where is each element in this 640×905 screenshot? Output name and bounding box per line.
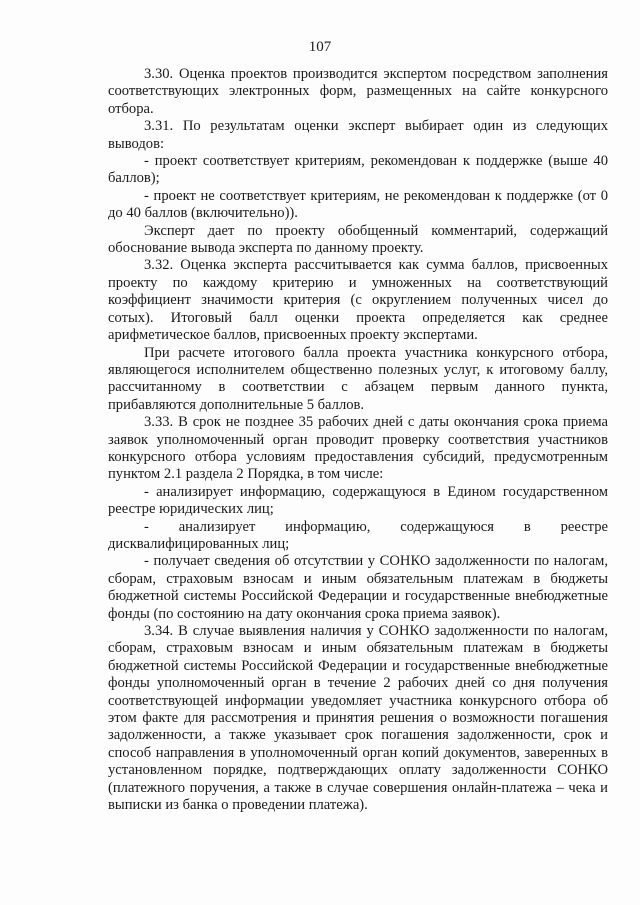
document-body bbox=[108, 66, 608, 814]
paragraph-3-30: 3.30. Оценка проектов производится экспертом посредством заполнения соответствующих электронных форм, размещенных на сайте конкурсного отбора. bbox=[108, 66, 608, 117]
list-item-recommended: - проект соответствует критериям, рекомендован к поддержке (выше 40 баллов); bbox=[108, 153, 608, 187]
list-item-debt-info: - получает сведения об отсутствии у СОНКО задолженности по налогам, сборам, страховым взносам и иным обязательным платежам в бюджеты бюджетной системы Российской Федерации и государственные внебюджетные фонды (по состоянию на дату окончания срока приема заявок). bbox=[108, 553, 608, 622]
paragraph-bonus-points: При расчете итогового балла проекта участника конкурсного отбора, являющегося исполнителем общественно полезных услуг, к итоговому баллу, рассчитанному в соответствии с абзацем первым данного пункта, прибавляются дополнительные 5 баллов. bbox=[108, 344, 608, 413]
paragraph-3-32: 3.32. Оценка эксперта рассчитывается как сумма баллов, присвоенных проекту по каждому критерию и умноженных на соответствующий коэффициент значимости критерия (с округлением полученных чисел до сотых). Итоговый балл оценки проекта определяется как среднее арифметическое баллов, присвоенных проекту экспертами. bbox=[108, 257, 608, 344]
paragraph-3-34: 3.34. В случае выявления наличия у СОНКО задолженности по налогам, сборам, страховым взносам и иным обязательным платежам в бюджеты бюджетной системы Российской Федерации и государственные внебюджетные фонды уполномоченный орган в течение 2 рабочих дней со дня получения соответствующей информации уведомляет участника конкурсного отбора об этом факте для рассмотрения и принятия решения о возможности погашения задолженности, а также указывает срок погашения задолженности, срок и способ направления в уполномоченный орган копий документов, заверенных в установленном порядке, подтверждающих оплату задолженности СОНКО (платежного поручения, а также в случае совершения онлайн-платежа – чека и выписки из банка о проведении платежа). bbox=[108, 623, 608, 814]
paragraph-3-31: 3.31. По результатам оценки эксперт выбирает один из следующих выводов: bbox=[108, 118, 608, 152]
paragraph-expert-comment: Эксперт дает по проекту обобщенный комментарий, содержащий обоснование вывода эксперта по данному проекту. bbox=[108, 222, 608, 257]
paragraph-3-33: 3.33. В срок не позднее 35 рабочих дней с даты окончания срока приема заявок уполномоченный орган проводит проверку соответствия участников конкурсного отбора условиям предоставления субсидий, предусмотренным пунктом 2.1 раздела 2 Порядка, в том числе: bbox=[108, 414, 608, 483]
list-item-egrul: - анализирует информацию, содержащуюся в Едином государственном реестре юридических лиц; bbox=[108, 483, 608, 518]
list-item-disqualified-registry: - анализирует информацию, содержащуюся в реестре дисквалифицированных лиц; bbox=[108, 518, 608, 552]
list-item-not-recommended: - проект не соответствует критериям, не рекомендован к поддержке (от 0 до 40 баллов (включительно)). bbox=[108, 187, 608, 222]
page-number: 107 bbox=[308, 39, 332, 55]
